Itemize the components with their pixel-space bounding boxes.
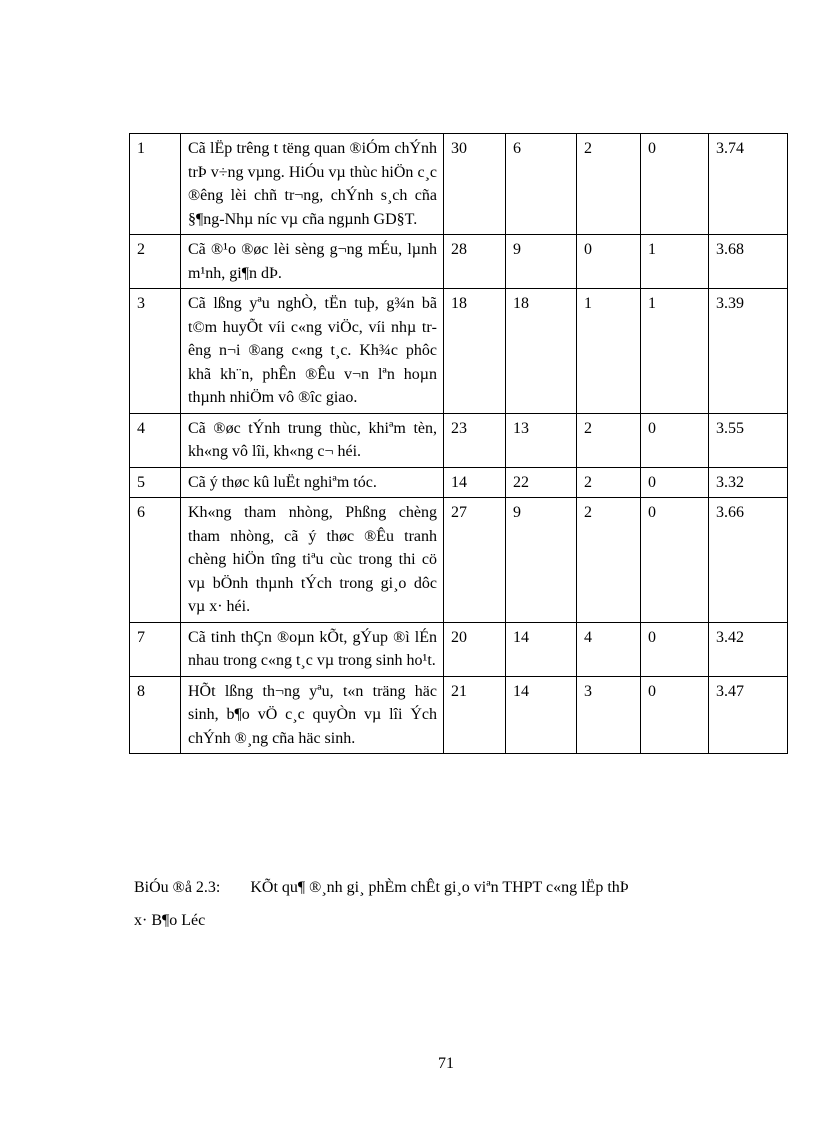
cell-count-1: 30: [444, 134, 506, 235]
cell-count-2: 9: [506, 498, 577, 623]
cell-index: 2: [130, 235, 181, 289]
cell-score: 3.66: [709, 498, 788, 623]
cell-count-4: 1: [641, 235, 709, 289]
cell-index: 4: [130, 413, 181, 467]
cell-criterion: Cã lßng yªu nghÒ, tËn tuþ, g¾n bã t©m huyÕt víi c«ng viÖc, víi nhµ trêng n¬i ®ang c«ng t¸c. Kh¾c phôc khã kh¨n, phÊn ®Êu v¬n lªn hoµn thµnh nhiÖm vô ®îc giao.: [181, 289, 444, 414]
table-row: [130, 235, 788, 289]
cell-count-4: 1: [641, 289, 709, 414]
cell-count-3: 0: [577, 235, 641, 289]
cell-count-3: 2: [577, 498, 641, 623]
cell-count-4: 0: [641, 134, 709, 235]
cell-count-2: 6: [506, 134, 577, 235]
cell-count-3: 3: [577, 676, 641, 754]
cell-criterion: Kh«ng tham nhòng, Phßng chèng tham nhòng, cã ý thøc ®Êu tranh chèng hiÖn tîng tiªu cùc trong thi cö vµ bÖnh thµnh tÝch trong gi¸o dôc vµ x· héi.: [181, 498, 444, 623]
table-row: [130, 622, 788, 676]
cell-count-1: 14: [444, 467, 506, 498]
cell-score: 3.68: [709, 235, 788, 289]
cell-count-3: 2: [577, 413, 641, 467]
survey-results-table: [129, 133, 788, 754]
figure-caption: [134, 877, 629, 899]
table-row: [130, 413, 788, 467]
page-number: 71: [438, 1055, 454, 1072]
cell-count-2: 9: [506, 235, 577, 289]
cell-count-3: 4: [577, 622, 641, 676]
cell-count-2: 14: [506, 676, 577, 754]
cell-criterion: Cã ý thøc kû luËt nghiªm tóc.: [181, 467, 444, 498]
cell-score: 3.47: [709, 676, 788, 754]
cell-index: 5: [130, 467, 181, 498]
cell-count-2: 13: [506, 413, 577, 467]
cell-score: 3.74: [709, 134, 788, 235]
cell-count-4: 0: [641, 676, 709, 754]
caption-text: KÕt qu¶ ®¸nh gi¸ phÈm chÊt gi¸o viªn THPT c«ng lËp thÞ: [250, 879, 629, 896]
cell-count-4: 0: [641, 622, 709, 676]
cell-criterion: Cã ®øc tÝnh trung thùc, khiªm tèn, kh«ng vô lîi, kh«ng c¬ héi.: [181, 413, 444, 467]
cell-criterion: HÕt lßng th¬ng yªu, t«n träng häc sinh, b¶o vÖ c¸c quyÒn vµ lîi Ých chÝnh ®¸ng cña häc sinh.: [181, 676, 444, 754]
table-row: [130, 498, 788, 623]
cell-criterion: Cã tinh thÇn ®oµn kÕt, gÝup ®ì lÉn nhau trong c«ng t¸c vµ trong sinh ho¹t.: [181, 622, 444, 676]
cell-count-3: 2: [577, 467, 641, 498]
cell-score: 3.32: [709, 467, 788, 498]
cell-index: 7: [130, 622, 181, 676]
table-row: [130, 289, 788, 414]
cell-count-1: 23: [444, 413, 506, 467]
caption-label: BiÓu ®å 2.3:: [134, 879, 221, 896]
cell-count-4: 0: [641, 498, 709, 623]
cell-index: 3: [130, 289, 181, 414]
cell-criterion: Cã ®¹o ®øc lèi sèng g¬ng mÉu, lµnh m¹nh, gi¶n dÞ.: [181, 235, 444, 289]
cell-index: 1: [130, 134, 181, 235]
cell-count-2: 18: [506, 289, 577, 414]
table-row: [130, 676, 788, 754]
cell-score: 3.39: [709, 289, 788, 414]
table-row: [130, 134, 788, 235]
cell-count-1: 28: [444, 235, 506, 289]
cell-count-4: 0: [641, 467, 709, 498]
cell-count-3: 2: [577, 134, 641, 235]
cell-count-1: 21: [444, 676, 506, 754]
caption-text-continued: x· B¶o Léc: [134, 912, 206, 929]
cell-count-2: 22: [506, 467, 577, 498]
cell-count-2: 14: [506, 622, 577, 676]
cell-index: 6: [130, 498, 181, 623]
table-body: [130, 134, 788, 754]
cell-count-1: 27: [444, 498, 506, 623]
table-row: [130, 467, 788, 498]
cell-score: 3.55: [709, 413, 788, 467]
cell-criterion: Cã lËp trêng t tëng quan ®iÓm chÝnh trÞ v÷ng vµng. HiÓu vµ thùc hiÖn c¸c ®êng lèi chñ tr¬ng, chÝnh s¸ch cña §¶ng-Nhµ níc vµ cña ngµnh GD§T.: [181, 134, 444, 235]
cell-count-4: 0: [641, 413, 709, 467]
cell-count-1: 18: [444, 289, 506, 414]
cell-count-1: 20: [444, 622, 506, 676]
cell-count-3: 1: [577, 289, 641, 414]
cell-score: 3.42: [709, 622, 788, 676]
cell-index: 8: [130, 676, 181, 754]
